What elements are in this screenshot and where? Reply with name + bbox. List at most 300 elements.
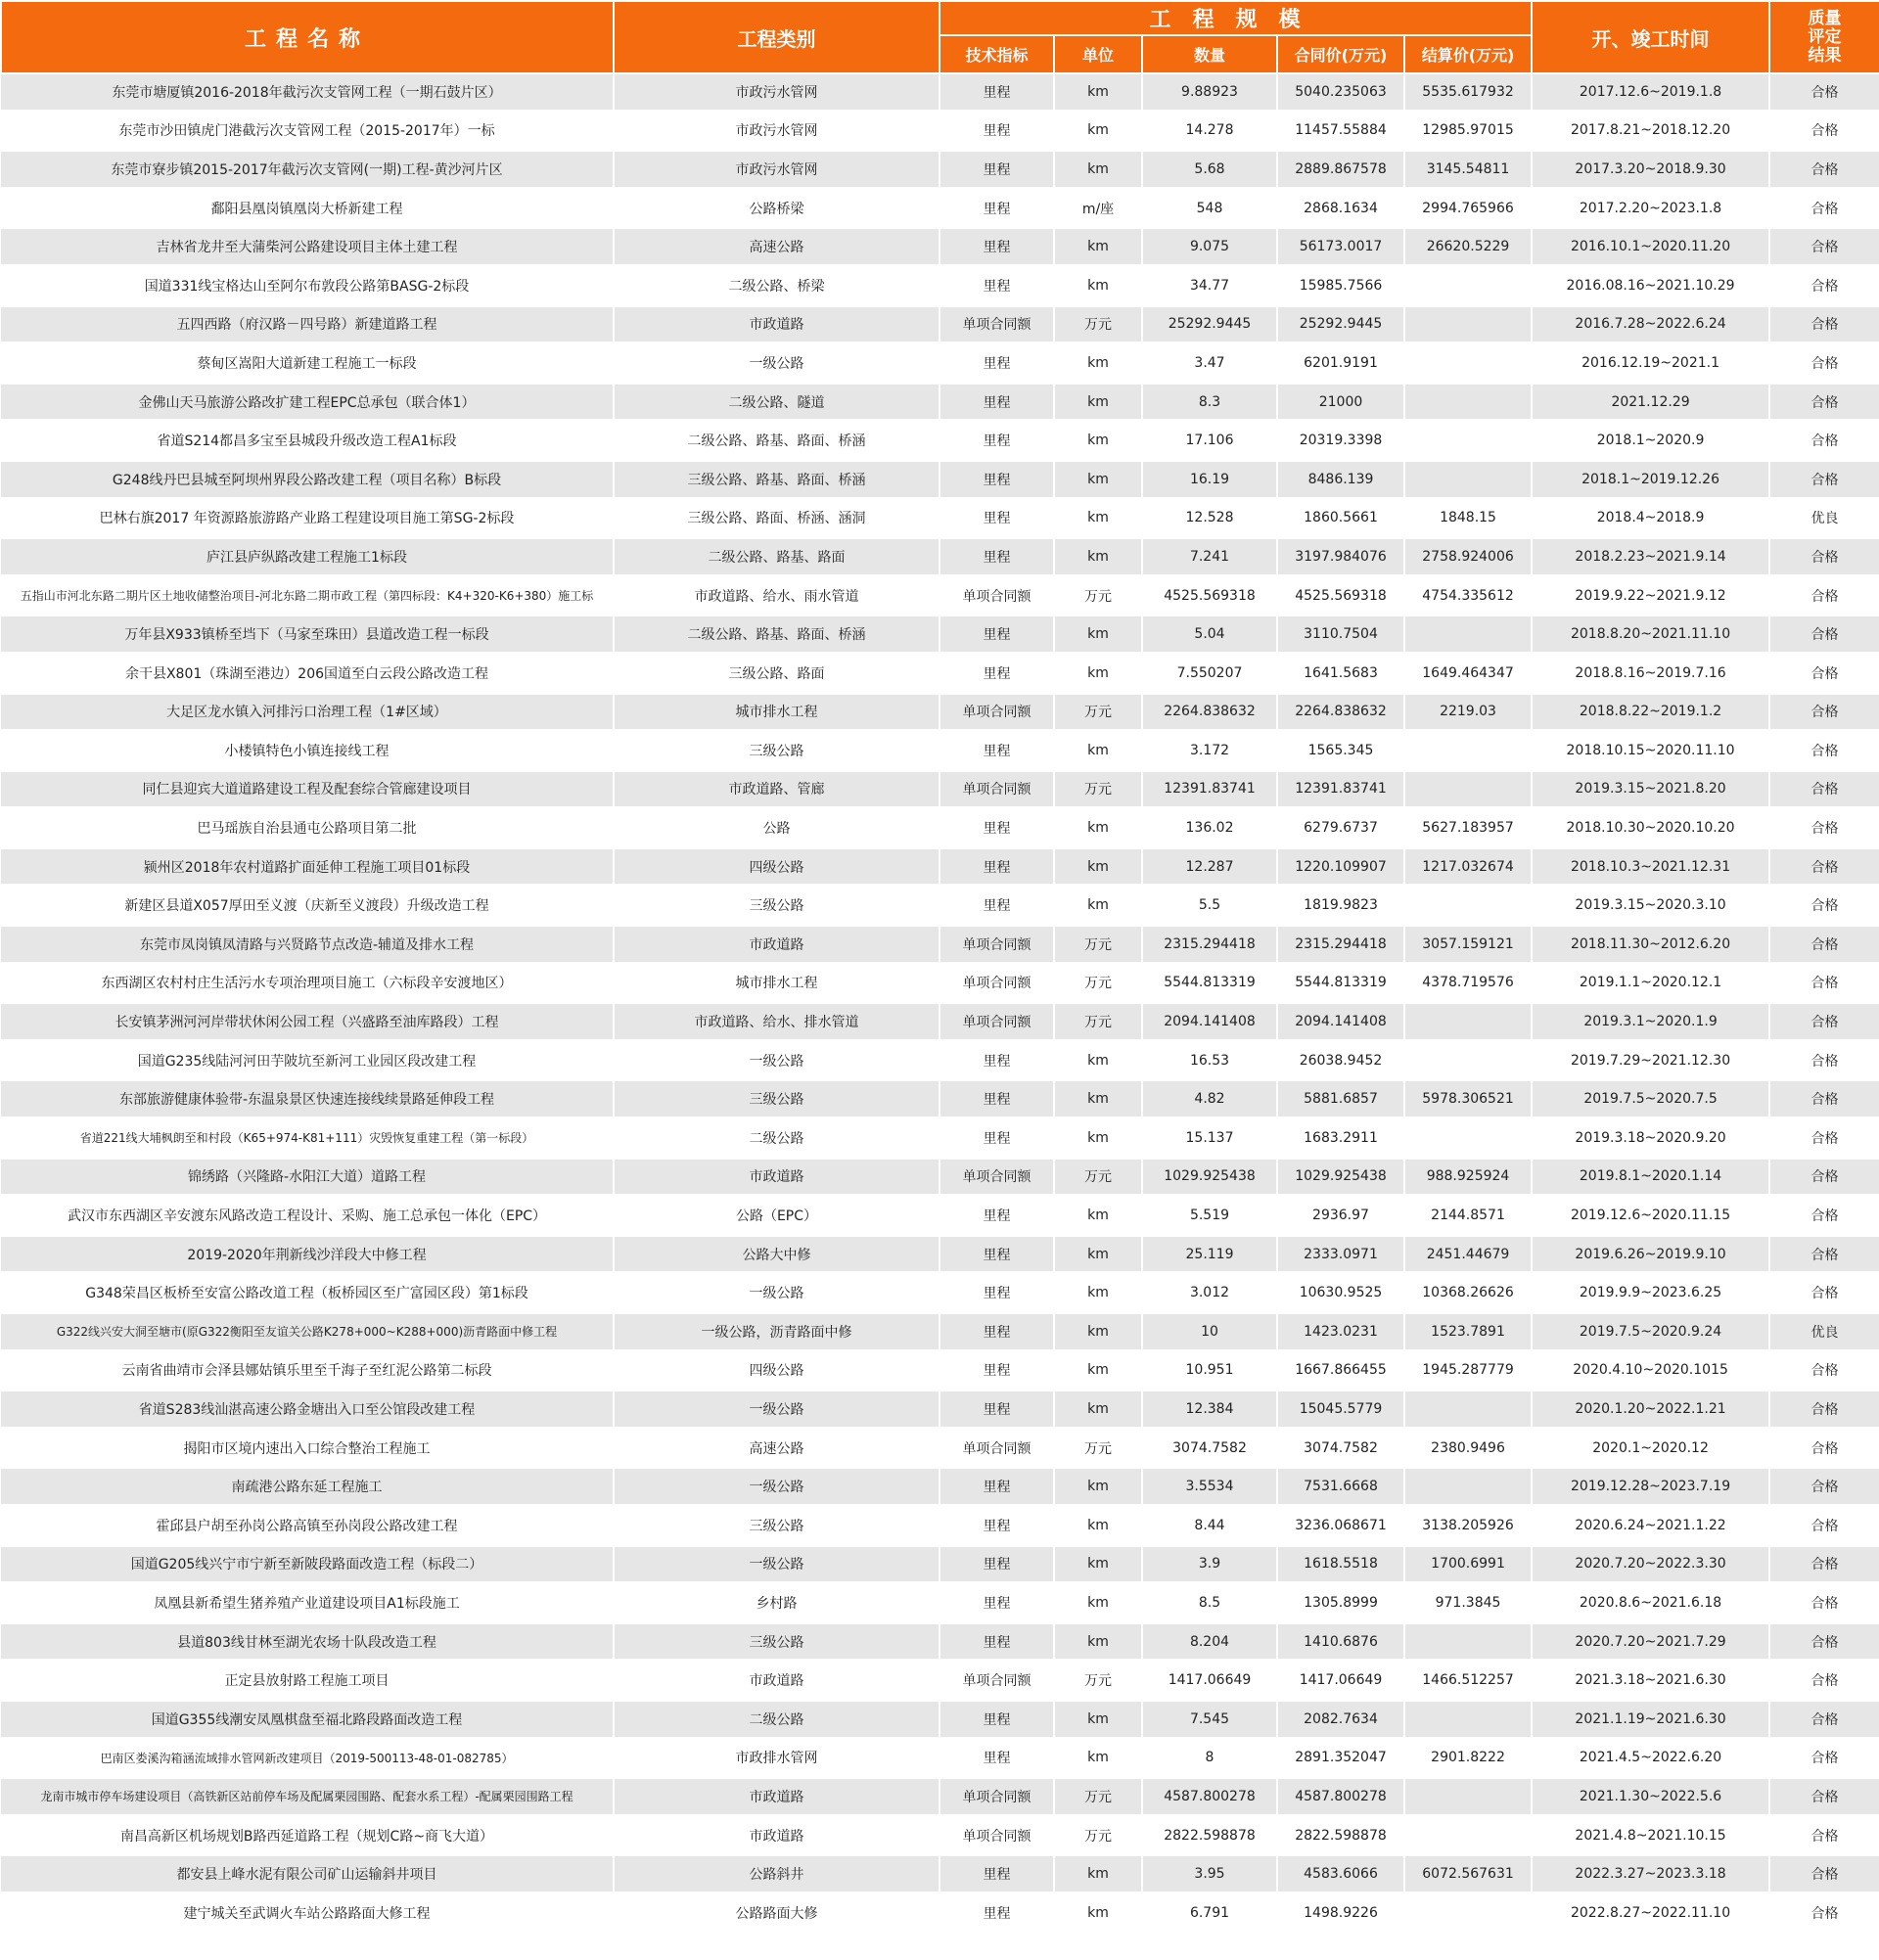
- cell-contract-price: 5881.6857: [1277, 1079, 1404, 1118]
- cell-category: 一级公路: [614, 1467, 940, 1506]
- cell-quantity: 3074.7582: [1142, 1429, 1277, 1468]
- cell-quantity: 9.88923: [1142, 73, 1277, 112]
- cell-unit: km: [1054, 654, 1142, 693]
- header-scale: 工程规模: [940, 1, 1532, 35]
- table-row: [1, 1583, 1879, 1622]
- cell-quality: 合格: [1769, 1273, 1879, 1312]
- cell-unit: km: [1054, 1351, 1142, 1390]
- cell-project-name: 同仁县迎宾大道道路建设工程及配套综合管廊建设项目: [1, 770, 614, 809]
- cell-project-name: 国道331线宝格达山至阿尔布敦段公路第BASG-2标段: [1, 266, 614, 305]
- cell-unit: km: [1054, 1273, 1142, 1312]
- cell-period: 2018.8.20~2021.11.10: [1532, 615, 1769, 654]
- table-row: [1, 1312, 1879, 1351]
- cell-quality: 合格: [1769, 73, 1879, 112]
- cell-contract-price: 25292.9445: [1277, 305, 1404, 344]
- cell-unit: km: [1054, 227, 1142, 266]
- cell-contract-price: 20319.3398: [1277, 421, 1404, 460]
- cell-category: 公路路面大修: [614, 1893, 940, 1933]
- cell-period: 2020.7.20~2021.7.29: [1532, 1622, 1769, 1662]
- cell-unit: km: [1054, 1893, 1142, 1933]
- cell-quantity: 3.172: [1142, 731, 1277, 770]
- cell-settlement-price: 1466.512257: [1404, 1661, 1532, 1700]
- cell-quality: 合格: [1769, 925, 1879, 964]
- cell-unit: 万元: [1054, 925, 1142, 964]
- cell-period: 2018.1~2020.9: [1532, 421, 1769, 460]
- table-row: [1, 1079, 1879, 1118]
- cell-period: 2019.9.9~2023.6.25: [1532, 1273, 1769, 1312]
- cell-period: 2018.11.30~2012.6.20: [1532, 925, 1769, 964]
- cell-project-name: 小楼镇特色小镇连接线工程: [1, 731, 614, 770]
- cell-project-name: 锦绣路（兴隆路-水阳江大道）道路工程: [1, 1158, 614, 1197]
- cell-settlement-price: [1404, 343, 1532, 383]
- cell-quality: 合格: [1769, 1079, 1879, 1118]
- cell-settlement-price: 988.925924: [1404, 1158, 1532, 1197]
- cell-quality: 合格: [1769, 886, 1879, 925]
- table-row: [1, 537, 1879, 576]
- cell-period: 2016.10.1~2020.11.20: [1532, 227, 1769, 266]
- cell-contract-price: 1618.5518: [1277, 1545, 1404, 1584]
- cell-project-name: 县道803线甘林至湖光农场十队段改造工程: [1, 1622, 614, 1662]
- cell-period: 2018.8.16~2019.7.16: [1532, 654, 1769, 693]
- cell-category: 四级公路: [614, 847, 940, 887]
- cell-category: 一级公路，沥青路面中修: [614, 1312, 940, 1351]
- cell-contract-price: 15985.7566: [1277, 266, 1404, 305]
- cell-quality: 合格: [1769, 537, 1879, 576]
- cell-indicator: 里程: [940, 1506, 1054, 1545]
- cell-quality: 合格: [1769, 1777, 1879, 1816]
- cell-settlement-price: 1848.15: [1404, 499, 1532, 538]
- cell-quality: 优良: [1769, 1312, 1879, 1351]
- cell-project-name: 东莞市寮步镇2015-2017年截污次支管网(一期)工程-黄沙河片区: [1, 150, 614, 189]
- cell-period: 2022.3.27~2023.3.18: [1532, 1854, 1769, 1893]
- cell-quality: 合格: [1769, 1583, 1879, 1622]
- cell-category: 二级公路、桥梁: [614, 266, 940, 305]
- cell-quantity: 8.44: [1142, 1506, 1277, 1545]
- cell-category: 市政道路: [614, 1777, 940, 1816]
- cell-contract-price: 6279.6737: [1277, 808, 1404, 847]
- cell-period: 2016.08.16~2021.10.29: [1532, 266, 1769, 305]
- table-row: [1, 189, 1879, 228]
- cell-settlement-price: [1404, 731, 1532, 770]
- header-category: 工程类别: [614, 1, 940, 73]
- cell-category: 三级公路: [614, 1079, 940, 1118]
- cell-project-name: 长安镇茅洲河河岸带状休闲公园工程（兴盛路至油库路段）工程: [1, 1002, 614, 1041]
- cell-indicator: 里程: [940, 1739, 1054, 1778]
- cell-contract-price: 1683.2911: [1277, 1118, 1404, 1158]
- header-project-name: 工程名称: [1, 1, 614, 73]
- cell-contract-price: 8486.139: [1277, 460, 1404, 499]
- cell-project-name: 武汉市东西湖区辛安渡东风路改造工程设计、采购、施工总承包一体化（EPC）: [1, 1196, 614, 1235]
- table-row: [1, 654, 1879, 693]
- cell-unit: km: [1054, 886, 1142, 925]
- cell-contract-price: 4587.800278: [1277, 1777, 1404, 1816]
- table-row: [1, 1351, 1879, 1390]
- cell-project-name: 凤凰县新希望生猪养殖产业道建设项目A1标段施工: [1, 1583, 614, 1622]
- cell-quantity: 4587.800278: [1142, 1777, 1277, 1816]
- table-row: [1, 1429, 1879, 1468]
- cell-period: 2016.7.28~2022.6.24: [1532, 305, 1769, 344]
- header-period: 开、竣工时间: [1532, 1, 1769, 73]
- cell-indicator: 里程: [940, 266, 1054, 305]
- cell-project-name: 南疏港公路东延工程施工: [1, 1467, 614, 1506]
- table-row: [1, 112, 1879, 151]
- cell-settlement-price: 4378.719576: [1404, 964, 1532, 1003]
- cell-quality: 合格: [1769, 150, 1879, 189]
- cell-unit: km: [1054, 1622, 1142, 1662]
- cell-quantity: 8.204: [1142, 1622, 1277, 1662]
- cell-quantity: 5.5: [1142, 886, 1277, 925]
- cell-indicator: 单项合同额: [940, 1816, 1054, 1855]
- cell-unit: km: [1054, 808, 1142, 847]
- cell-settlement-price: 5627.183957: [1404, 808, 1532, 847]
- table-row: [1, 731, 1879, 770]
- cell-settlement-price: [1404, 1700, 1532, 1739]
- cell-period: 2017.2.20~2023.1.8: [1532, 189, 1769, 228]
- table-row: [1, 343, 1879, 383]
- cell-quantity: 25.119: [1142, 1235, 1277, 1274]
- cell-indicator: 里程: [940, 1235, 1054, 1274]
- cell-contract-price: 3236.068671: [1277, 1506, 1404, 1545]
- cell-category: 市政道路: [614, 305, 940, 344]
- cell-unit: km: [1054, 383, 1142, 422]
- cell-quantity: 5.519: [1142, 1196, 1277, 1235]
- cell-category: 公路: [614, 808, 940, 847]
- cell-contract-price: 2082.7634: [1277, 1700, 1404, 1739]
- cell-quantity: 136.02: [1142, 808, 1277, 847]
- cell-quantity: 2315.294418: [1142, 925, 1277, 964]
- cell-settlement-price: [1404, 383, 1532, 422]
- cell-quantity: 548: [1142, 189, 1277, 228]
- cell-settlement-price: 5535.617932: [1404, 73, 1532, 112]
- cell-settlement-price: [1404, 615, 1532, 654]
- cell-contract-price: 2936.97: [1277, 1196, 1404, 1235]
- table-row: [1, 615, 1879, 654]
- cell-unit: km: [1054, 73, 1142, 112]
- cell-period: 2021.1.30~2022.5.6: [1532, 1777, 1769, 1816]
- cell-settlement-price: [1404, 1118, 1532, 1158]
- cell-project-name: 建宁城关至武调火车站公路路面大修工程: [1, 1893, 614, 1933]
- table-row: [1, 808, 1879, 847]
- cell-settlement-price: 10368.26626: [1404, 1273, 1532, 1312]
- cell-period: 2019.12.6~2020.11.15: [1532, 1196, 1769, 1235]
- cell-settlement-price: 971.3845: [1404, 1583, 1532, 1622]
- cell-contract-price: 3074.7582: [1277, 1429, 1404, 1468]
- cell-quality: 合格: [1769, 1700, 1879, 1739]
- cell-unit: 万元: [1054, 1777, 1142, 1816]
- cell-quantity: 7.241: [1142, 537, 1277, 576]
- cell-indicator: 里程: [940, 1312, 1054, 1351]
- cell-category: 三级公路: [614, 886, 940, 925]
- cell-period: 2022.8.27~2022.11.10: [1532, 1893, 1769, 1933]
- cell-period: 2016.12.19~2021.1: [1532, 343, 1769, 383]
- cell-quantity: 14.278: [1142, 112, 1277, 151]
- cell-period: 2020.6.24~2021.1.22: [1532, 1506, 1769, 1545]
- cell-settlement-price: 3057.159121: [1404, 925, 1532, 964]
- table-row: [1, 1622, 1879, 1662]
- cell-project-name: 东西湖区农村村庄生活污水专项治理项目施工（六标段辛安渡地区）: [1, 964, 614, 1003]
- table-row: [1, 1002, 1879, 1041]
- cell-project-name: 颍州区2018年农村道路扩面延伸工程施工项目01标段: [1, 847, 614, 887]
- cell-project-name: 霍邱县户胡至孙岗公路高镇至孙岗段公路改建工程: [1, 1506, 614, 1545]
- cell-project-name: 大足区龙水镇入河排污口治理工程（1#区域）: [1, 693, 614, 732]
- cell-settlement-price: [1404, 266, 1532, 305]
- cell-category: 乡村路: [614, 1583, 940, 1622]
- cell-contract-price: 5544.813319: [1277, 964, 1404, 1003]
- cell-unit: m/座: [1054, 189, 1142, 228]
- cell-unit: 万元: [1054, 1429, 1142, 1468]
- cell-quantity: 12391.83741: [1142, 770, 1277, 809]
- cell-settlement-price: 1700.6991: [1404, 1545, 1532, 1584]
- cell-settlement-price: 5978.306521: [1404, 1079, 1532, 1118]
- cell-unit: km: [1054, 1079, 1142, 1118]
- cell-indicator: 里程: [940, 1351, 1054, 1390]
- cell-period: 2018.10.3~2021.12.31: [1532, 847, 1769, 887]
- cell-quantity: 16.19: [1142, 460, 1277, 499]
- cell-period: 2019.12.28~2023.7.19: [1532, 1467, 1769, 1506]
- cell-project-name: 2019-2020年荆新线沙洋段大中修工程: [1, 1235, 614, 1274]
- cell-period: 2020.8.6~2021.6.18: [1532, 1583, 1769, 1622]
- cell-period: 2017.12.6~2019.1.8: [1532, 73, 1769, 112]
- cell-project-name: 龙南市城市停车场建设项目（高铁新区站前停车场及配属栗园围路、配套水系工程）-配属栗园围路工程: [1, 1777, 614, 1816]
- cell-contract-price: 1641.5683: [1277, 654, 1404, 693]
- table-row: [1, 1816, 1879, 1855]
- cell-category: 市政道路、给水、排水管道: [614, 1002, 940, 1041]
- cell-unit: km: [1054, 1041, 1142, 1080]
- cell-contract-price: 2822.598878: [1277, 1816, 1404, 1855]
- cell-settlement-price: [1404, 1816, 1532, 1855]
- cell-project-name: 余干县X801（珠湖至港边）206国道至白云段公路改造工程: [1, 654, 614, 693]
- cell-quantity: 12.384: [1142, 1390, 1277, 1429]
- cell-contract-price: 4525.569318: [1277, 576, 1404, 615]
- cell-category: 市政道路、管廊: [614, 770, 940, 809]
- cell-indicator: 单项合同额: [940, 305, 1054, 344]
- cell-quality: 合格: [1769, 964, 1879, 1003]
- cell-contract-price: 5040.235063: [1277, 73, 1404, 112]
- cell-category: 市政道路: [614, 1661, 940, 1700]
- cell-unit: km: [1054, 1390, 1142, 1429]
- cell-project-name: 南昌高新区机场规划B路西延道路工程（规划C路~商飞大道）: [1, 1816, 614, 1855]
- table-row: [1, 1893, 1879, 1933]
- cell-period: 2019.7.5~2020.9.24: [1532, 1312, 1769, 1351]
- table-row: [1, 1158, 1879, 1197]
- cell-indicator: 里程: [940, 1854, 1054, 1893]
- cell-unit: km: [1054, 266, 1142, 305]
- header-contract-price: 合同价(万元): [1277, 35, 1404, 73]
- cell-quality: 合格: [1769, 1351, 1879, 1390]
- cell-category: 三级公路、路基、路面、桥涵: [614, 460, 940, 499]
- cell-project-name: 五四西路（府汉路－四号路）新建道路工程: [1, 305, 614, 344]
- cell-unit: 万元: [1054, 576, 1142, 615]
- cell-quantity: 1417.06649: [1142, 1661, 1277, 1700]
- cell-settlement-price: [1404, 305, 1532, 344]
- cell-quantity: 2822.598878: [1142, 1816, 1277, 1855]
- cell-unit: km: [1054, 537, 1142, 576]
- cell-unit: km: [1054, 421, 1142, 460]
- cell-indicator: 里程: [940, 1622, 1054, 1662]
- cell-unit: 万元: [1054, 964, 1142, 1003]
- table-row: [1, 73, 1879, 112]
- cell-settlement-price: [1404, 1041, 1532, 1080]
- cell-quantity: 1029.925438: [1142, 1158, 1277, 1197]
- cell-contract-price: 1498.9226: [1277, 1893, 1404, 1933]
- cell-settlement-price: 4754.335612: [1404, 576, 1532, 615]
- cell-unit: km: [1054, 1545, 1142, 1584]
- cell-category: 城市排水工程: [614, 693, 940, 732]
- cell-period: 2017.8.21~2018.12.20: [1532, 112, 1769, 151]
- cell-quantity: 3.9: [1142, 1545, 1277, 1584]
- cell-quantity: 3.95: [1142, 1854, 1277, 1893]
- cell-contract-price: 1305.8999: [1277, 1583, 1404, 1622]
- cell-category: 公路（EPC）: [614, 1196, 940, 1235]
- table-row: [1, 576, 1879, 615]
- cell-indicator: 里程: [940, 343, 1054, 383]
- cell-quality: 合格: [1769, 1196, 1879, 1235]
- cell-contract-price: 10630.9525: [1277, 1273, 1404, 1312]
- cell-quality: 合格: [1769, 1622, 1879, 1662]
- cell-category: 一级公路: [614, 1273, 940, 1312]
- table-row: [1, 421, 1879, 460]
- cell-contract-price: 6201.9191: [1277, 343, 1404, 383]
- cell-settlement-price: [1404, 886, 1532, 925]
- table-row: [1, 1467, 1879, 1506]
- header-unit: 单位: [1054, 35, 1142, 73]
- cell-settlement-price: [1404, 421, 1532, 460]
- cell-period: 2020.4.10~2020.1015: [1532, 1351, 1769, 1390]
- cell-contract-price: 26038.9452: [1277, 1041, 1404, 1080]
- cell-indicator: 里程: [940, 189, 1054, 228]
- cell-quality: 合格: [1769, 305, 1879, 344]
- cell-settlement-price: 2144.8571: [1404, 1196, 1532, 1235]
- cell-indicator: 单项合同额: [940, 925, 1054, 964]
- cell-category: 市政污水管网: [614, 112, 940, 151]
- cell-contract-price: 56173.0017: [1277, 227, 1404, 266]
- cell-project-name: G248线丹巴县城至阿坝州界段公路改建工程（项目名称）B标段: [1, 460, 614, 499]
- cell-quality: 合格: [1769, 421, 1879, 460]
- cell-quality: 合格: [1769, 1235, 1879, 1274]
- cell-period: 2019.3.15~2021.8.20: [1532, 770, 1769, 809]
- cell-indicator: 里程: [940, 886, 1054, 925]
- cell-contract-price: 2333.0971: [1277, 1235, 1404, 1274]
- cell-unit: km: [1054, 1196, 1142, 1235]
- cell-contract-price: 1410.6876: [1277, 1622, 1404, 1662]
- cell-quality: 合格: [1769, 847, 1879, 887]
- cell-unit: km: [1054, 847, 1142, 887]
- cell-period: 2018.4~2018.9: [1532, 499, 1769, 538]
- cell-unit: 万元: [1054, 1661, 1142, 1700]
- cell-unit: 万元: [1054, 693, 1142, 732]
- cell-project-name: 省道S214都昌多宝至县城段升级改造工程A1标段: [1, 421, 614, 460]
- cell-period: 2019.6.26~2019.9.10: [1532, 1235, 1769, 1274]
- cell-unit: km: [1054, 343, 1142, 383]
- cell-unit: km: [1054, 112, 1142, 151]
- cell-contract-price: 2315.294418: [1277, 925, 1404, 964]
- cell-period: 2018.10.15~2020.11.10: [1532, 731, 1769, 770]
- cell-category: 三级公路、路面: [614, 654, 940, 693]
- cell-settlement-price: 1217.032674: [1404, 847, 1532, 887]
- cell-project-name: 云南省曲靖市会泽县娜姑镇乐里至千海子至红泥公路第二标段: [1, 1351, 614, 1390]
- cell-project-name: 巴南区娄溪沟箱涵流域排水管网新改建项目（2019-500113-48-01-082785）: [1, 1739, 614, 1778]
- header-settlement-price: 结算价(万元): [1404, 35, 1532, 73]
- cell-quantity: 10: [1142, 1312, 1277, 1351]
- header-quality-line: 质量: [1808, 8, 1842, 28]
- cell-unit: km: [1054, 731, 1142, 770]
- cell-indicator: 里程: [940, 1390, 1054, 1429]
- table-row: [1, 847, 1879, 887]
- cell-quantity: 5.68: [1142, 150, 1277, 189]
- cell-period: 2021.1.19~2021.6.30: [1532, 1700, 1769, 1739]
- table-row: [1, 886, 1879, 925]
- cell-indicator: 里程: [940, 847, 1054, 887]
- cell-project-name: 省道221线大埔枫朗至和村段（K65+974-K81+111）灾毁恢复重建工程（第一标段）: [1, 1118, 614, 1158]
- cell-quality: 合格: [1769, 1158, 1879, 1197]
- cell-unit: km: [1054, 1700, 1142, 1739]
- cell-contract-price: 11457.55884: [1277, 112, 1404, 151]
- table-row: [1, 1661, 1879, 1700]
- table-row: [1, 1700, 1879, 1739]
- cell-period: 2020.7.20~2022.3.30: [1532, 1545, 1769, 1584]
- cell-indicator: 里程: [940, 1118, 1054, 1158]
- header-quality-line: 结果: [1808, 45, 1842, 66]
- cell-category: 城市排水工程: [614, 964, 940, 1003]
- cell-category: 高速公路: [614, 227, 940, 266]
- cell-period: 2019.8.1~2020.1.14: [1532, 1158, 1769, 1197]
- cell-project-name: 东莞市沙田镇虎门港截污次支管网工程（2015-2017年）一标: [1, 112, 614, 151]
- cell-indicator: 单项合同额: [940, 770, 1054, 809]
- cell-quality: 合格: [1769, 1118, 1879, 1158]
- cell-settlement-price: [1404, 1390, 1532, 1429]
- cell-period: 2021.4.8~2021.10.15: [1532, 1816, 1769, 1855]
- cell-project-name: G322线兴安大洞至塘市(原G322衡阳至友谊关公路K278+000~K288+000)沥青路面中修工程: [1, 1312, 614, 1351]
- cell-unit: km: [1054, 460, 1142, 499]
- cell-unit: km: [1054, 615, 1142, 654]
- cell-quantity: 5.04: [1142, 615, 1277, 654]
- cell-category: 一级公路: [614, 1041, 940, 1080]
- cell-indicator: 里程: [940, 1196, 1054, 1235]
- cell-contract-price: 15045.5779: [1277, 1390, 1404, 1429]
- cell-unit: km: [1054, 1467, 1142, 1506]
- table-row: [1, 150, 1879, 189]
- cell-indicator: 里程: [940, 1700, 1054, 1739]
- cell-project-name: 新建区县道X057厚田至义渡（庆新至义渡段）升级改造工程: [1, 886, 614, 925]
- cell-quality: 合格: [1769, 1893, 1879, 1933]
- cell-category: 一级公路: [614, 1390, 940, 1429]
- cell-indicator: 里程: [940, 227, 1054, 266]
- cell-period: 2019.7.5~2020.7.5: [1532, 1079, 1769, 1118]
- cell-project-name: 省道S283线汕湛高速公路金塘出入口至公馆段改建工程: [1, 1390, 614, 1429]
- header-quality: [1769, 1, 1879, 73]
- cell-unit: km: [1054, 1583, 1142, 1622]
- cell-unit: km: [1054, 1118, 1142, 1158]
- cell-settlement-price: 1523.7891: [1404, 1312, 1532, 1351]
- cell-category: 三级公路: [614, 1506, 940, 1545]
- cell-indicator: 里程: [940, 654, 1054, 693]
- cell-category: 二级公路: [614, 1700, 940, 1739]
- cell-indicator: 单项合同额: [940, 1777, 1054, 1816]
- cell-quality: 合格: [1769, 1002, 1879, 1041]
- cell-quantity: 3.012: [1142, 1273, 1277, 1312]
- cell-indicator: 里程: [940, 1893, 1054, 1933]
- cell-settlement-price: [1404, 1893, 1532, 1933]
- cell-unit: km: [1054, 150, 1142, 189]
- cell-quantity: 12.528: [1142, 499, 1277, 538]
- cell-contract-price: 2094.141408: [1277, 1002, 1404, 1041]
- cell-indicator: 里程: [940, 1079, 1054, 1118]
- cell-quality: 合格: [1769, 383, 1879, 422]
- table-row: [1, 1506, 1879, 1545]
- cell-period: 2019.1.1~2020.12.1: [1532, 964, 1769, 1003]
- cell-quality: 合格: [1769, 693, 1879, 732]
- cell-project-name: 巴马瑶族自治县通屯公路项目第二批: [1, 808, 614, 847]
